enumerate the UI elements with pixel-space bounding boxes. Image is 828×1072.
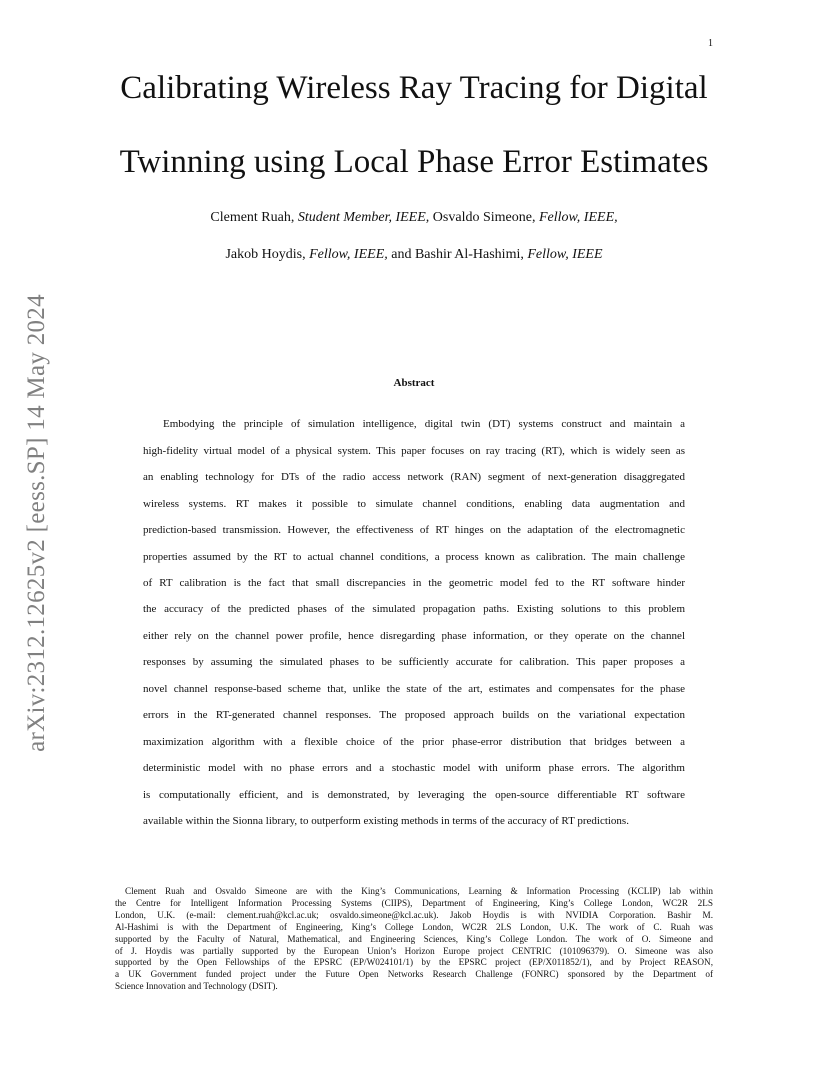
author-affiliation: Fellow, IEEE,: [309, 247, 388, 262]
page-number: 1: [708, 38, 713, 49]
paper-title-line-1: Calibrating Wireless Ray Tracing for Digital: [120, 70, 708, 106]
abstract-line: an enabling technology for DTs of the radio access network (RAN) segment of next-generation disaggregated: [143, 471, 685, 483]
abstract-line: high-fidelity virtual model of a physical system. This paper focuses on ray tracing (RT), which is widely seen as: [143, 445, 685, 457]
author-affiliation: Fellow, IEEE,: [538, 210, 618, 225]
arxiv-identifier-stamp[interactable]: arXiv:2312.12625v2 [eess.SP] 14 May 2024: [23, 294, 50, 752]
author-line-1: [100, 211, 728, 225]
author-name: Jakob Hoydis,: [225, 247, 306, 262]
abstract-line: deterministic model with no phase errors and a stochastic model with uniform phase errors. The algorithm: [143, 762, 685, 774]
footnote-line: a UK Government funded project under the Future Open Networks Research Challenge (FONRC) sponsored by the Department of: [115, 969, 713, 980]
author-name: Osvaldo Simeone,: [432, 210, 536, 225]
footnote-line: supported by the Open Fellowships of the EPSRC (EP/W024101/1) by the EPSRC project (EP/X011852/1), and by Project REASON,: [115, 957, 713, 968]
author-name: Clement Ruah,: [210, 210, 295, 225]
footnote-line: Clement Ruah and Osvaldo Simeone are with the King’s Communications, Learning & Information Processing (KCLIP) lab within: [125, 886, 713, 896]
abstract-line: Embodying the principle of simulation intelligence, digital twin (DT) systems construct and maintain a: [163, 418, 685, 430]
author-name: and Bashir Al-Hashimi,: [391, 247, 524, 262]
author-affiliation: Student Member, IEEE,: [297, 210, 430, 225]
abstract-line: of RT calibration is the fact that small discrepancies in the geometric model fed to the RT software hinder: [143, 577, 685, 589]
abstract-line: available within the Sionna library, to outperform existing methods in terms of the accuracy of RT predictions.: [143, 815, 629, 827]
abstract-line: errors in the RT-generated channel responses. The proposed approach builds on the variational expectation: [143, 709, 685, 721]
footnote-line: Science Innovation and Technology (DSIT).: [115, 981, 278, 992]
author-affiliation-footnote: [115, 886, 713, 993]
abstract-line: wireless systems. RT makes it possible to simulate channel conditions, enabling data augmentation and: [143, 498, 685, 510]
abstract-heading: Abstract: [393, 377, 435, 389]
abstract-line: novel channel response-based scheme that, unlike the state of the art, estimates and compensates for the phase: [143, 683, 685, 695]
footnote-line: the Centre for Intelligent Information Processing Systems (CIIPS), Department of Engineering, King’s College London, WC2R 2LS: [115, 897, 713, 908]
abstract-line: either rely on the channel power profile, hence disregarding phase information, or they operate on the channel: [143, 630, 685, 642]
author-affiliation: Fellow, IEEE: [527, 247, 603, 262]
abstract-line: the accuracy of the predicted phases of the simulated propagation paths. Existing solutions to this problem: [143, 603, 685, 615]
abstract-line: is computationally efficient, and is demonstrated, by leveraging the open-source differentiable RT software: [143, 789, 685, 801]
footnote-line: Al-Hashimi is with the Department of Engineering, King’s College London, WC2R 2LS London, U.K. The work of C. Ruah was: [115, 921, 713, 932]
abstract-line: prediction-based transmission. However, the effectiveness of RT hinges on the adaptation of the electromagnetic: [143, 524, 685, 536]
abstract-line: properties assumed by the RT to actual channel conditions, a process known as calibration. The main challenge: [143, 551, 685, 563]
footnote-line: supported by the Faculty of Natural, Mathematical, and Engineering Sciences, King’s College London. The work of O. Simeone and: [115, 933, 713, 944]
abstract-line: maximization algorithm with a flexible choice of the prior phase-error distribution that bridges between a: [143, 736, 685, 748]
abstract-line: responses by assuming the simulated phases to be sufficiently accurate for calibration. This paper proposes a: [143, 656, 685, 668]
author-line-2: [100, 248, 728, 262]
footnote-line: London, U.K. (e-mail: clement.ruah@kcl.ac.uk; osvaldo.simeone@kcl.ac.uk). Jakob Hoydis is with NVIDIA Corporation. Bashir M.: [115, 909, 713, 920]
footnote-line: of J. Hoydis was partially supported by the European Union’s Horizon Europe project CENTRIC (101096379). O. Simeone was also: [115, 945, 713, 956]
paper-title-line-2: Twinning using Local Phase Error Estimates: [119, 144, 709, 180]
